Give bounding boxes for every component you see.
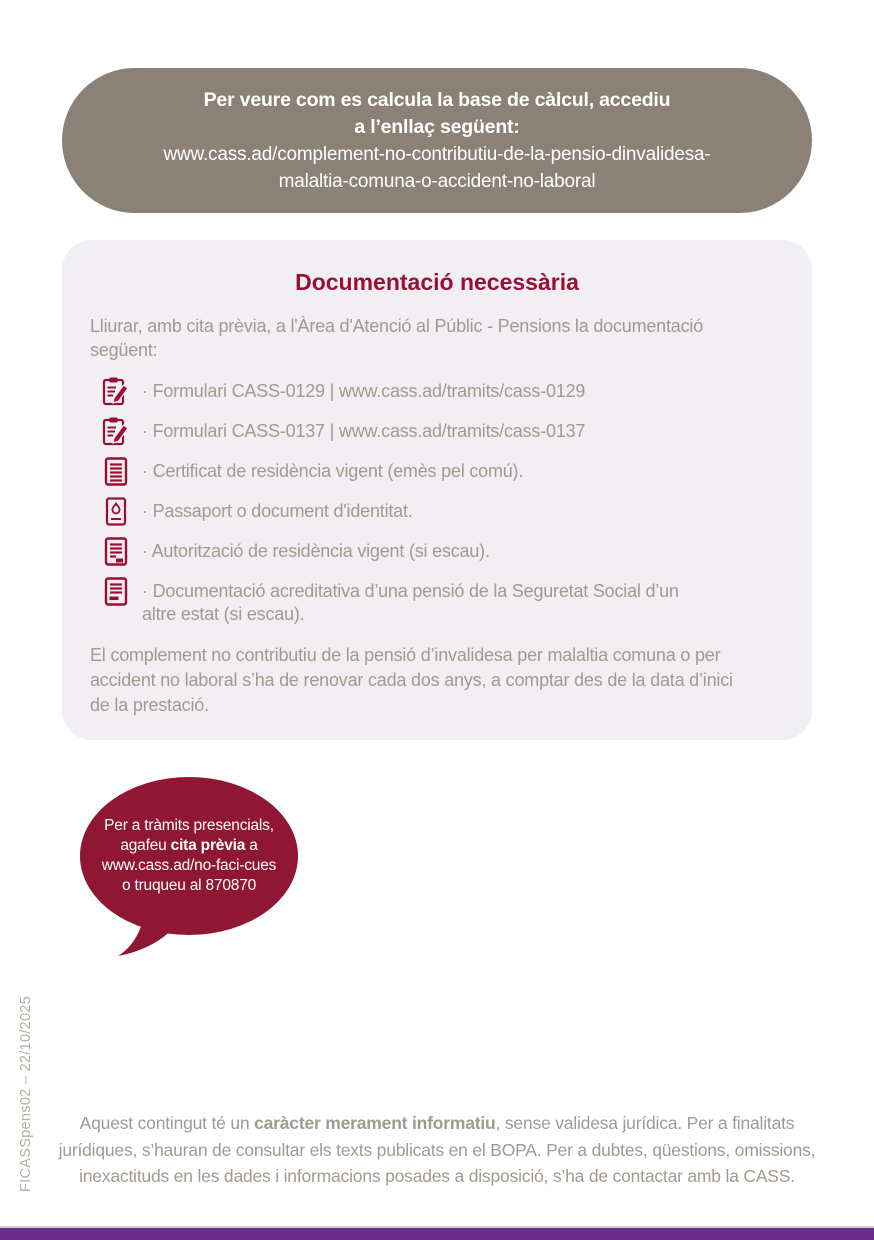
list-item-passaport: [102, 496, 784, 527]
doc-box-intro: Lliurar, amb cita prèvia, a l'Àrea d'Atenció al Públic - Pensions la documentació següent:: [90, 316, 704, 360]
disclaimer-post: , sense validesa jurídica. Per a finalitats jurídiques, s’hauran de consultar els texts publicats en el BOPA. Per a dubtes, qüestions, omissions, inexactituds en les dades i informacions posades a disposició, s’ha de contactar amb la CASS.: [58, 1113, 816, 1186]
document-lines-icon: [102, 456, 129, 487]
bubble-phone: o truqueu al 870870: [121, 877, 257, 894]
renewal-note: El complement no contributiu de la pensió d’invalidesa per malaltia comuna o per accident no laboral s’ha de renovar cada dos anys, a comptar des de la data d’inici de la prestació.: [90, 645, 733, 715]
document-signed-icon: [102, 536, 129, 567]
list-item-certificat-residencia: [102, 456, 784, 487]
bubble-line-2-post: a: [245, 837, 258, 854]
bubble-url[interactable]: www.cass.ad/no-faci-cues: [101, 857, 277, 874]
banner-url-line-2[interactable]: malaltia-comuna-o-accident-no-laboral: [278, 170, 596, 192]
banner-bold-line-1: Per veure com es calcula la base de càlcul, accediu: [203, 88, 671, 111]
bubble-line-1: Per a tràmits presencials,: [104, 817, 274, 834]
passport-icon: [102, 496, 129, 527]
doc-box-title: Documentació necessària: [295, 269, 579, 295]
list-item-autoritzacio-residencia: [102, 536, 784, 567]
list-item-text: · Autorització de residència vigent (si escau).: [142, 541, 490, 561]
document-list: [102, 376, 784, 626]
bubble-line-2: [120, 836, 257, 856]
disclaimer-pre: Aquest contingut té un: [79, 1113, 255, 1133]
list-item-text[interactable]: · Formulari CASS-0137 | www.cass.ad/tramits/cass-0137: [142, 421, 586, 441]
form-pencil-icon: [102, 416, 129, 447]
document-text-icon: [102, 576, 129, 607]
footer-purple-bar: [0, 1226, 874, 1240]
calculation-link-banner: [62, 68, 812, 213]
banner-url-line-1[interactable]: www.cass.ad/complement-no-contributiu-de-la-pensio-dinvalidesa-: [163, 143, 711, 165]
documentation-box: [62, 240, 812, 740]
banner-bold-line-2: a l’enllaç següent:: [354, 115, 520, 138]
bubble-line-2-pre: agafeu: [120, 837, 171, 854]
list-item-text: · Certificat de residència vigent (emès pel comú).: [142, 461, 524, 481]
bubble-cita-previa-bold: cita prèvia: [170, 837, 246, 854]
appointment-speech-bubble: [80, 777, 298, 935]
list-item-formulari-0137: [102, 416, 784, 447]
list-item-text: · Documentació acreditativa d’una pensió de la Seguretat Social d’un altre estat (si escau).: [142, 581, 679, 624]
list-item-doc-pensio-altre-estat: [102, 576, 784, 626]
list-item-text: · Passaport o document d'identitat.: [142, 501, 413, 521]
legal-disclaimer: [50, 1110, 824, 1190]
disclaimer-bold: caràcter merament informatiu: [254, 1113, 496, 1133]
list-item-text[interactable]: · Formulari CASS-0129 | www.cass.ad/tramits/cass-0129: [142, 381, 586, 401]
list-item-formulari-0129: [102, 376, 784, 407]
document-code-vertical: FICASSpens02 – 22/10/2025: [18, 995, 34, 1192]
form-pencil-icon: [102, 376, 129, 407]
